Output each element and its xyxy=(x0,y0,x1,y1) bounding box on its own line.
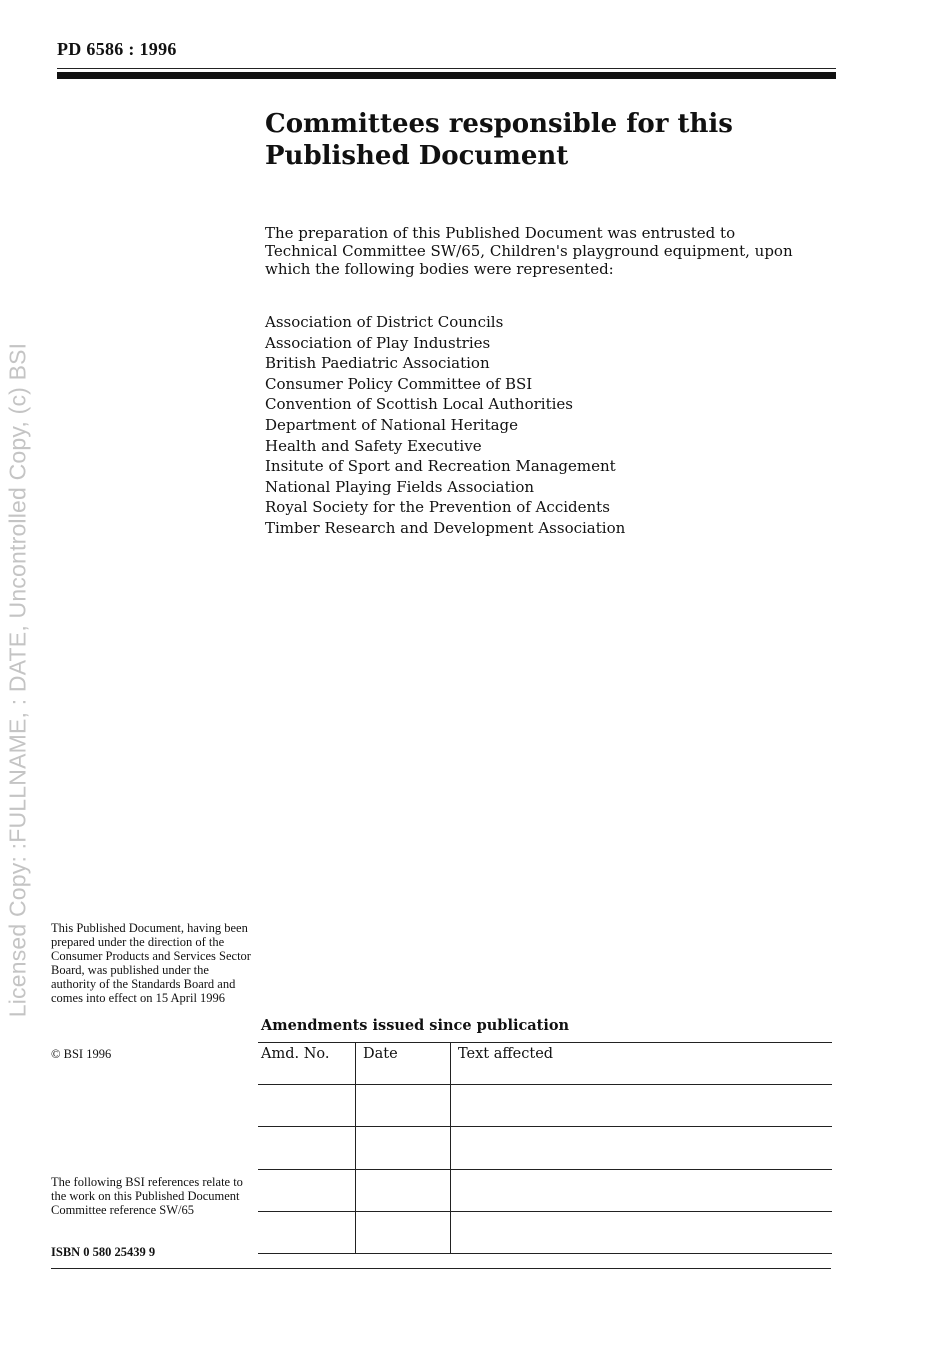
table-rule xyxy=(258,1169,832,1170)
column-header-text-affected: Text affected xyxy=(458,1046,554,1062)
list-item: Consumer Policy Committee of BSI xyxy=(265,374,533,393)
column-header-amd-no: Amd. No. xyxy=(261,1046,330,1062)
table-rule xyxy=(258,1084,832,1085)
table-rule xyxy=(258,1211,832,1212)
copyright-notice: © BSI 1996 xyxy=(51,1047,112,1061)
page-title: Committees responsible for this Published Document xyxy=(265,109,733,171)
list-item: Association of Play Industries xyxy=(265,333,491,352)
list-item: Health and Safety Executive xyxy=(265,436,482,455)
table-column-divider xyxy=(355,1042,356,1254)
header-rule-thin xyxy=(57,68,836,69)
license-watermark: Licensed Copy: :FULLNAME, : DATE, Uncontrolled Copy, (c) BSI xyxy=(4,342,31,1018)
publication-note: This Published Document, having been prepared under the direction of the Consumer Products and Services Sector Board, was published under the authority of the Standards Board and comes into effect on 15 April 1996 xyxy=(51,921,251,1005)
table-rule xyxy=(258,1126,832,1127)
list-item: British Paediatric Association xyxy=(265,354,490,373)
list-item: Timber Research and Development Association xyxy=(265,518,626,537)
header-rule-thick xyxy=(57,72,836,79)
isbn: ISBN 0 580 25439 9 xyxy=(51,1245,156,1259)
amendments-table xyxy=(258,1042,832,1254)
table-column-divider xyxy=(450,1042,451,1254)
represented-bodies-list xyxy=(265,312,625,539)
references-note: The following BSI references relate to the work on this Published Document Committee reference SW/65 xyxy=(51,1175,243,1217)
document-reference: PD 6586 : 1996 xyxy=(57,39,177,59)
list-item: National Playing Fields Association xyxy=(265,477,535,496)
list-item: Royal Society for the Prevention of Accidents xyxy=(265,498,610,517)
list-item: Department of National Heritage xyxy=(265,415,519,434)
footer-rule xyxy=(51,1268,831,1269)
table-rule xyxy=(258,1042,832,1043)
list-item: Insitute of Sport and Recreation Management xyxy=(265,457,616,476)
column-header-date: Date xyxy=(363,1046,398,1062)
table-rule xyxy=(258,1253,832,1254)
intro-paragraph: The preparation of this Published Document was entrusted to Technical Committee SW/65, Children's playground equipment, upon which the following bodies were represented: xyxy=(265,224,793,278)
list-item: Convention of Scottish Local Authorities xyxy=(265,395,573,414)
list-item: Association of District Councils xyxy=(265,313,504,331)
amendments-heading: Amendments issued since publication xyxy=(261,1017,570,1034)
